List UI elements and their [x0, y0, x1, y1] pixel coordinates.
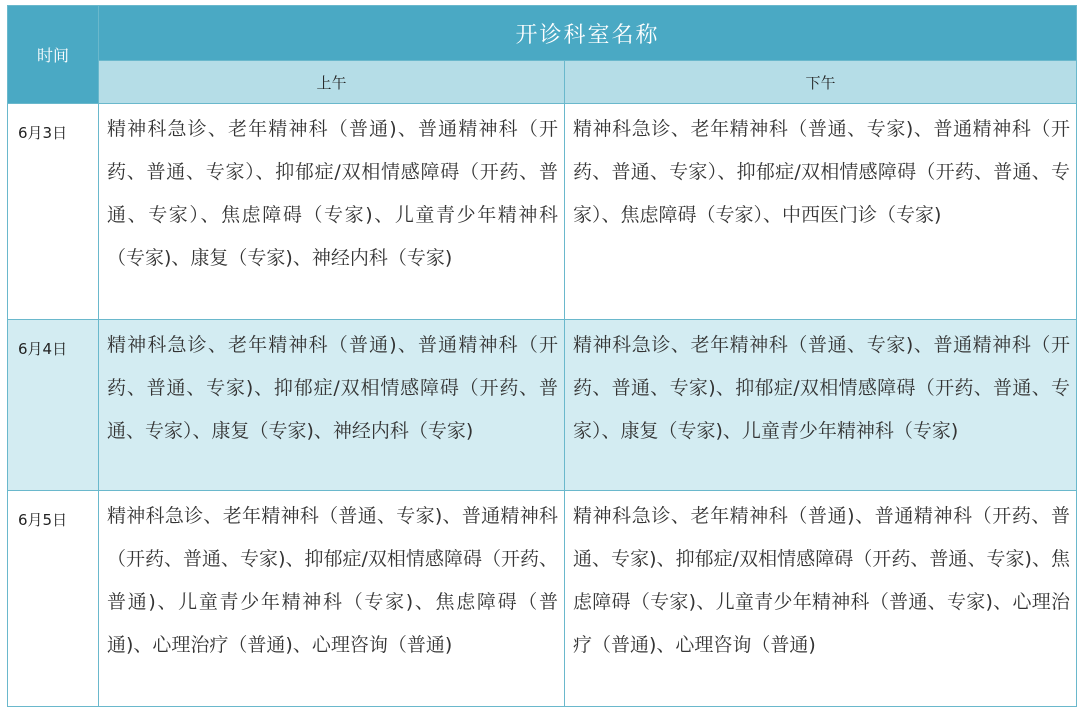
- afternoon-departments-cell: 精神科急诊、老年精神科（普通、专家)、普通精神科（开药、普通、专家）、抑郁症/双相情感障碍（开药、普通、专家）、焦虑障碍（专家）、中西医门诊（专家): [565, 104, 1077, 320]
- table-row: [8, 491, 1077, 707]
- date-cell: 6月5日: [8, 491, 99, 707]
- morning-departments-cell: 精神科急诊、老年精神科（普通)、普通精神科（开药、普通、专家)、抑郁症/双相情感障碍（开药、普通、专家）、康复（专家)、神经内科（专家): [99, 320, 565, 491]
- morning-departments-cell: 精神科急诊、老年精神科（普通)、普通精神科（开药、普通、专家）、抑郁症/双相情感障碍（开药、普通、专家）、焦虑障碍（专家)、儿童青少年精神科（专家)、康复（专家)、神经内科（专家): [99, 104, 565, 320]
- afternoon-column-header: 下午: [565, 61, 1077, 104]
- table-title: 开诊科室名称: [99, 6, 1077, 61]
- morning-departments-cell: 精神科急诊、老年精神科（普通、专家)、普通精神科（开药、普通、专家)、抑郁症/双相情感障碍（开药、普通)、儿童青少年精神科（专家)、焦虑障碍（普通)、心理治疗（普通)、心理咨询（普通): [99, 491, 565, 707]
- date-cell: 6月4日: [8, 320, 99, 491]
- afternoon-departments-cell: 精神科急诊、老年精神科（普通)、普通精神科（开药、普通、专家)、抑郁症/双相情感障碍（开药、普通、专家)、焦虑障碍（专家)、儿童青少年精神科（普通、专家)、心理治疗（普通)、心理咨询（普通): [565, 491, 1077, 707]
- afternoon-departments-cell: 精神科急诊、老年精神科（普通、专家)、普通精神科（开药、普通、专家)、抑郁症/双相情感障碍（开药、普通、专家）、康复（专家)、儿童青少年精神科（专家): [565, 320, 1077, 491]
- time-column-header: 时间: [8, 6, 99, 104]
- date-cell: 6月3日: [8, 104, 99, 320]
- table-row: [8, 104, 1077, 320]
- table-row: [8, 320, 1077, 491]
- morning-column-header: 上午: [99, 61, 565, 104]
- clinic-schedule-table: [7, 5, 1077, 707]
